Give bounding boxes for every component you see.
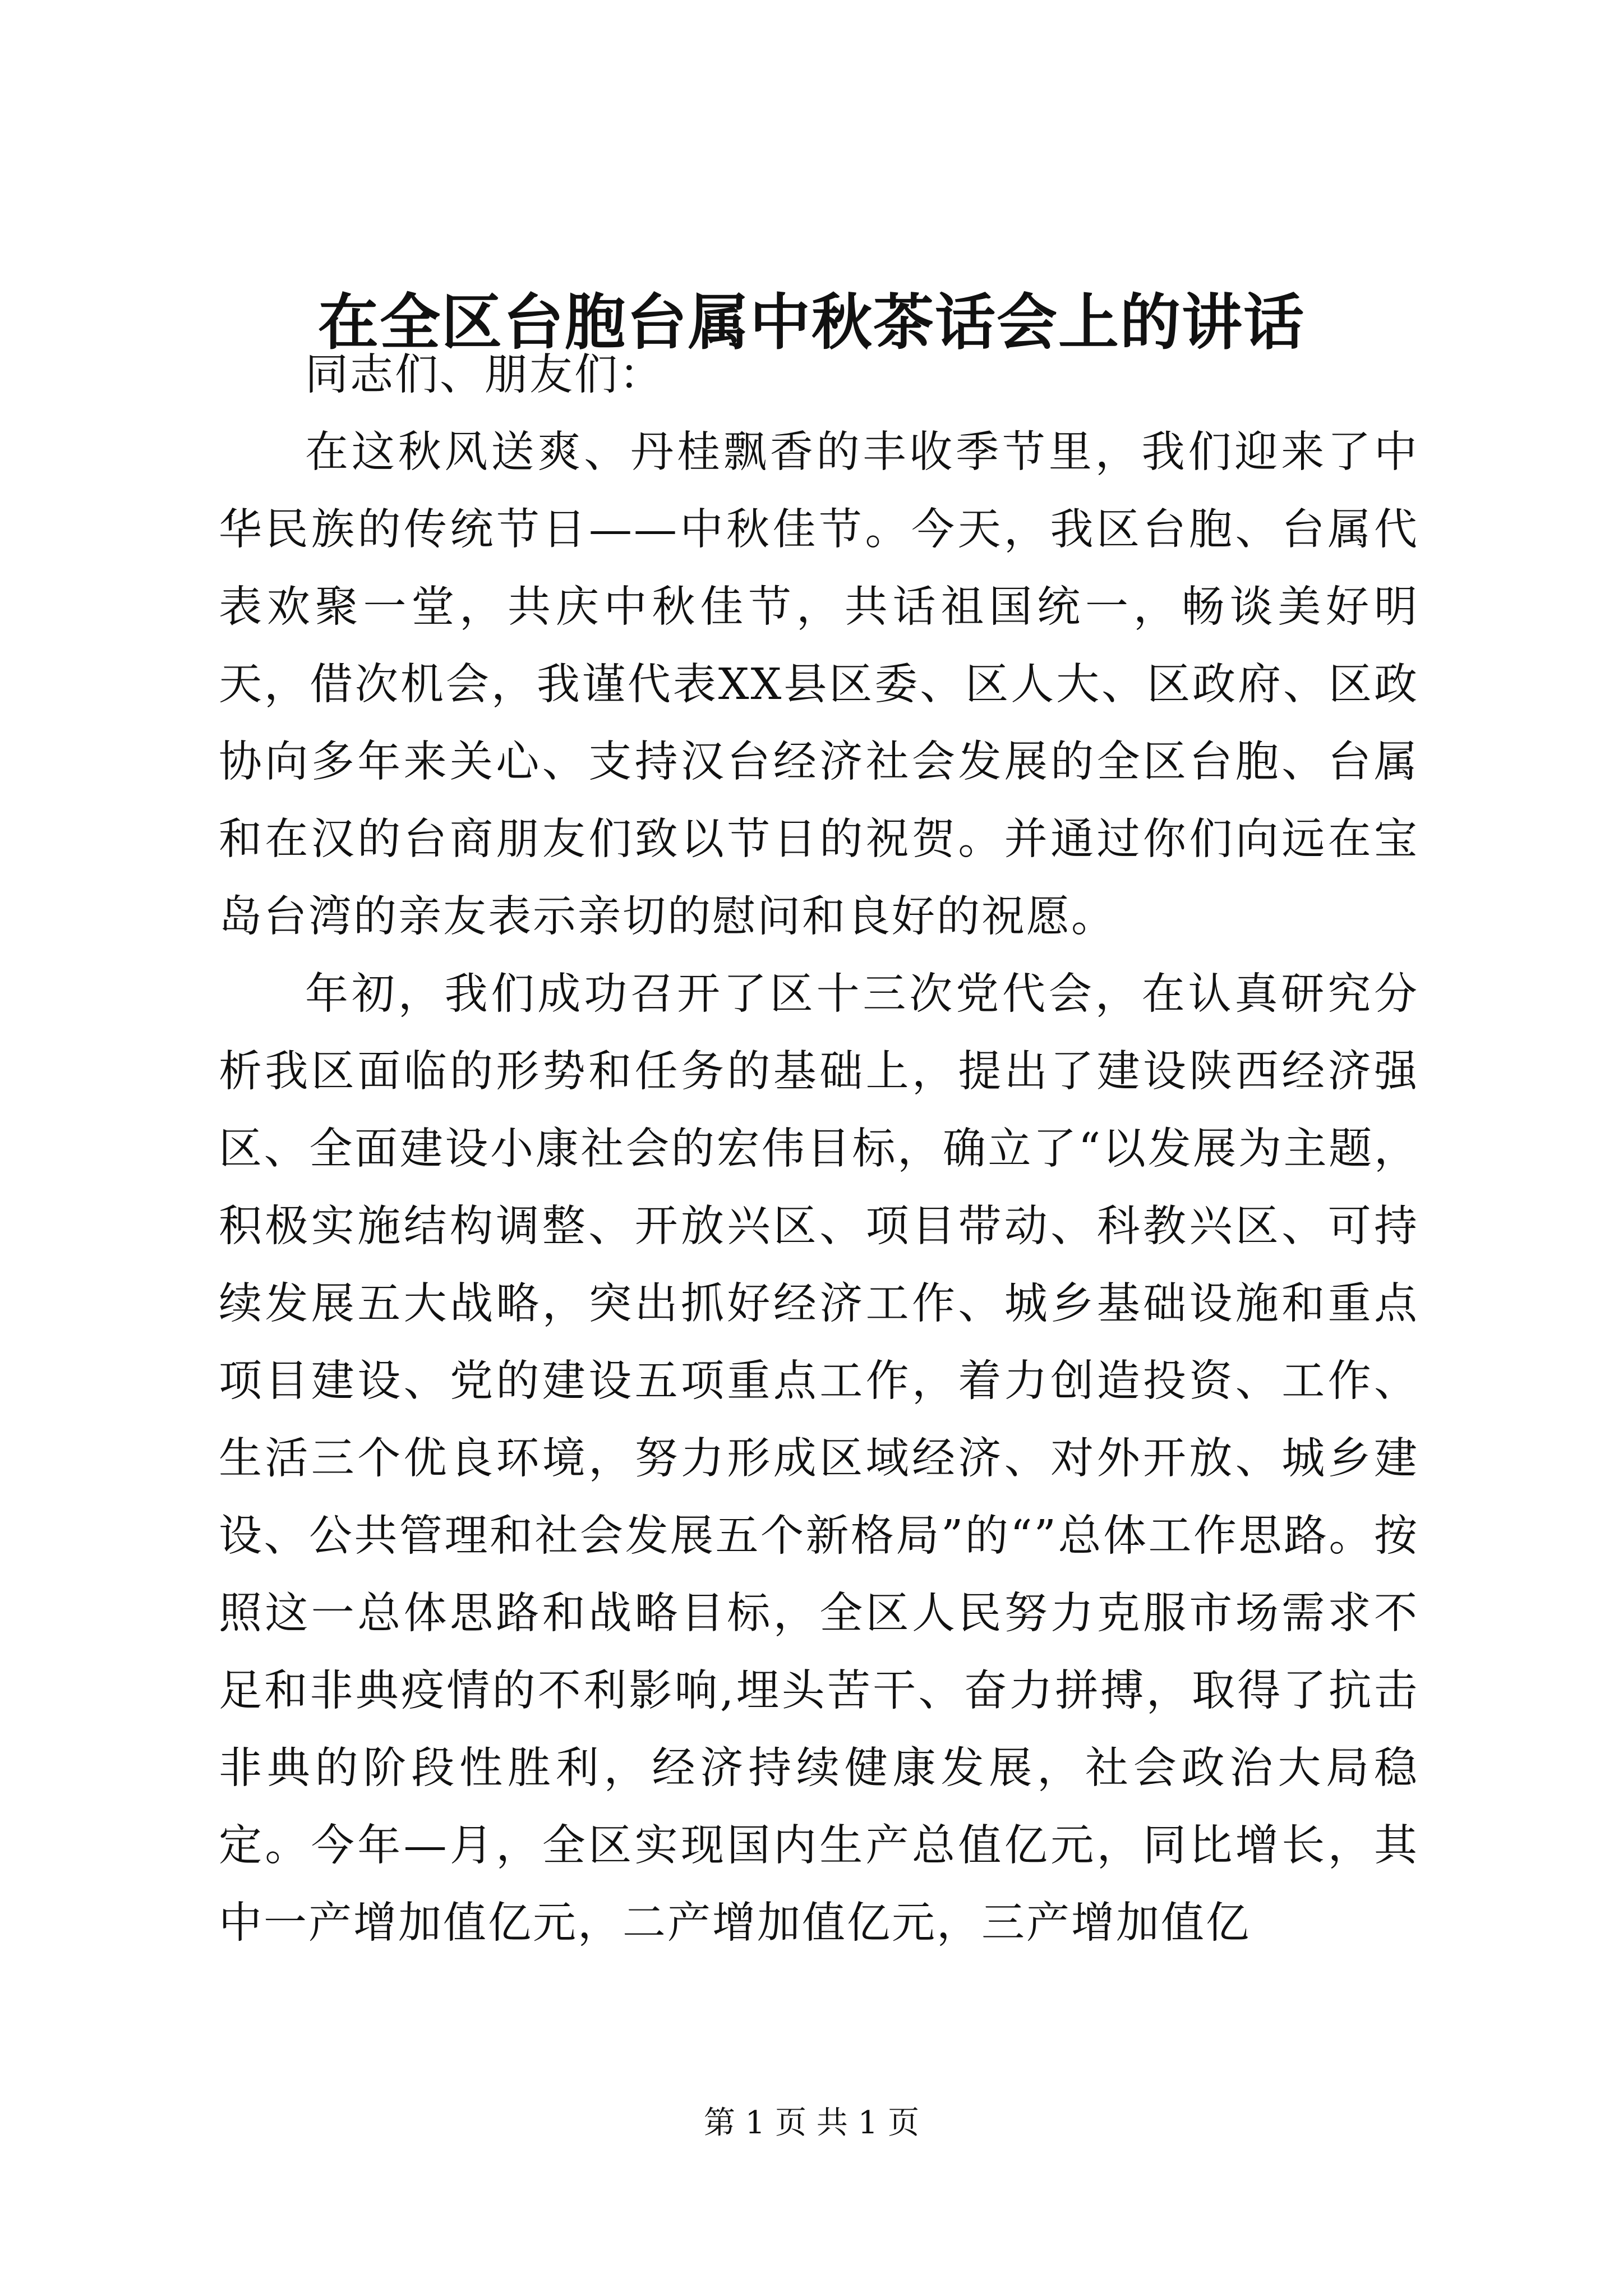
document-body bbox=[219, 337, 1419, 1962]
salutation: 同志们、朋友们： bbox=[305, 350, 664, 400]
document-title: 在全区台胞台属中秋茶话会上的讲话 bbox=[317, 287, 1305, 358]
paragraph-1: 在这秋风送爽、丹桂飘香的丰收季节里，我们迎来了中华民族的传统节日——中秋佳节。今天，我区台胞、台属代表欢聚一堂，共庆中秋佳节，共话祖国统一，畅谈美好明天，借次机会，我谨代表XX县区委、区人大、区政府、区政协向多年来关心、支持汉台经济社会发展的全区台胞、台属和在汉的台商朋友们致以节日的祝贺。并通过你们向远在宝岛台湾的亲友表示亲切的慰问和良好的祝愿。 bbox=[219, 427, 1419, 942]
page-footer: 第 1 页 共 1 页 bbox=[703, 2105, 920, 2141]
paragraph-2: 年初，我们成功召开了区十三次党代会，在认真研究分析我区面临的形势和任务的基础上，提出了建设陕西经济强区、全面建设小康社会的宏伟目标，确立了“以发展为主题，积极实施结构调整、开放兴区、项目带动、科教兴区、可持续发展五大战略，突出抓好经济工作、城乡基础设施和重点项目建设、党的建设五项重点工作，着力创造投资、工作、生活三个优良环境，努力形成区域经济、对外开放、城乡建设、公共管理和社会发展五个新格局”的“”总体工作思路。按照这一总体思路和战略目标，全区人民努力克服市场需求不足和非典疫情的不利影响,埋头苦干、奋力拼搏，取得了抗击非典的阶段性胜利，经济持续健康发展，社会政治大局稳定。今年—月，全区实现国内生产总值亿元，同比增长，其中一产增加值亿元，二产增加值亿元，三产增加值亿 bbox=[219, 969, 1419, 1948]
